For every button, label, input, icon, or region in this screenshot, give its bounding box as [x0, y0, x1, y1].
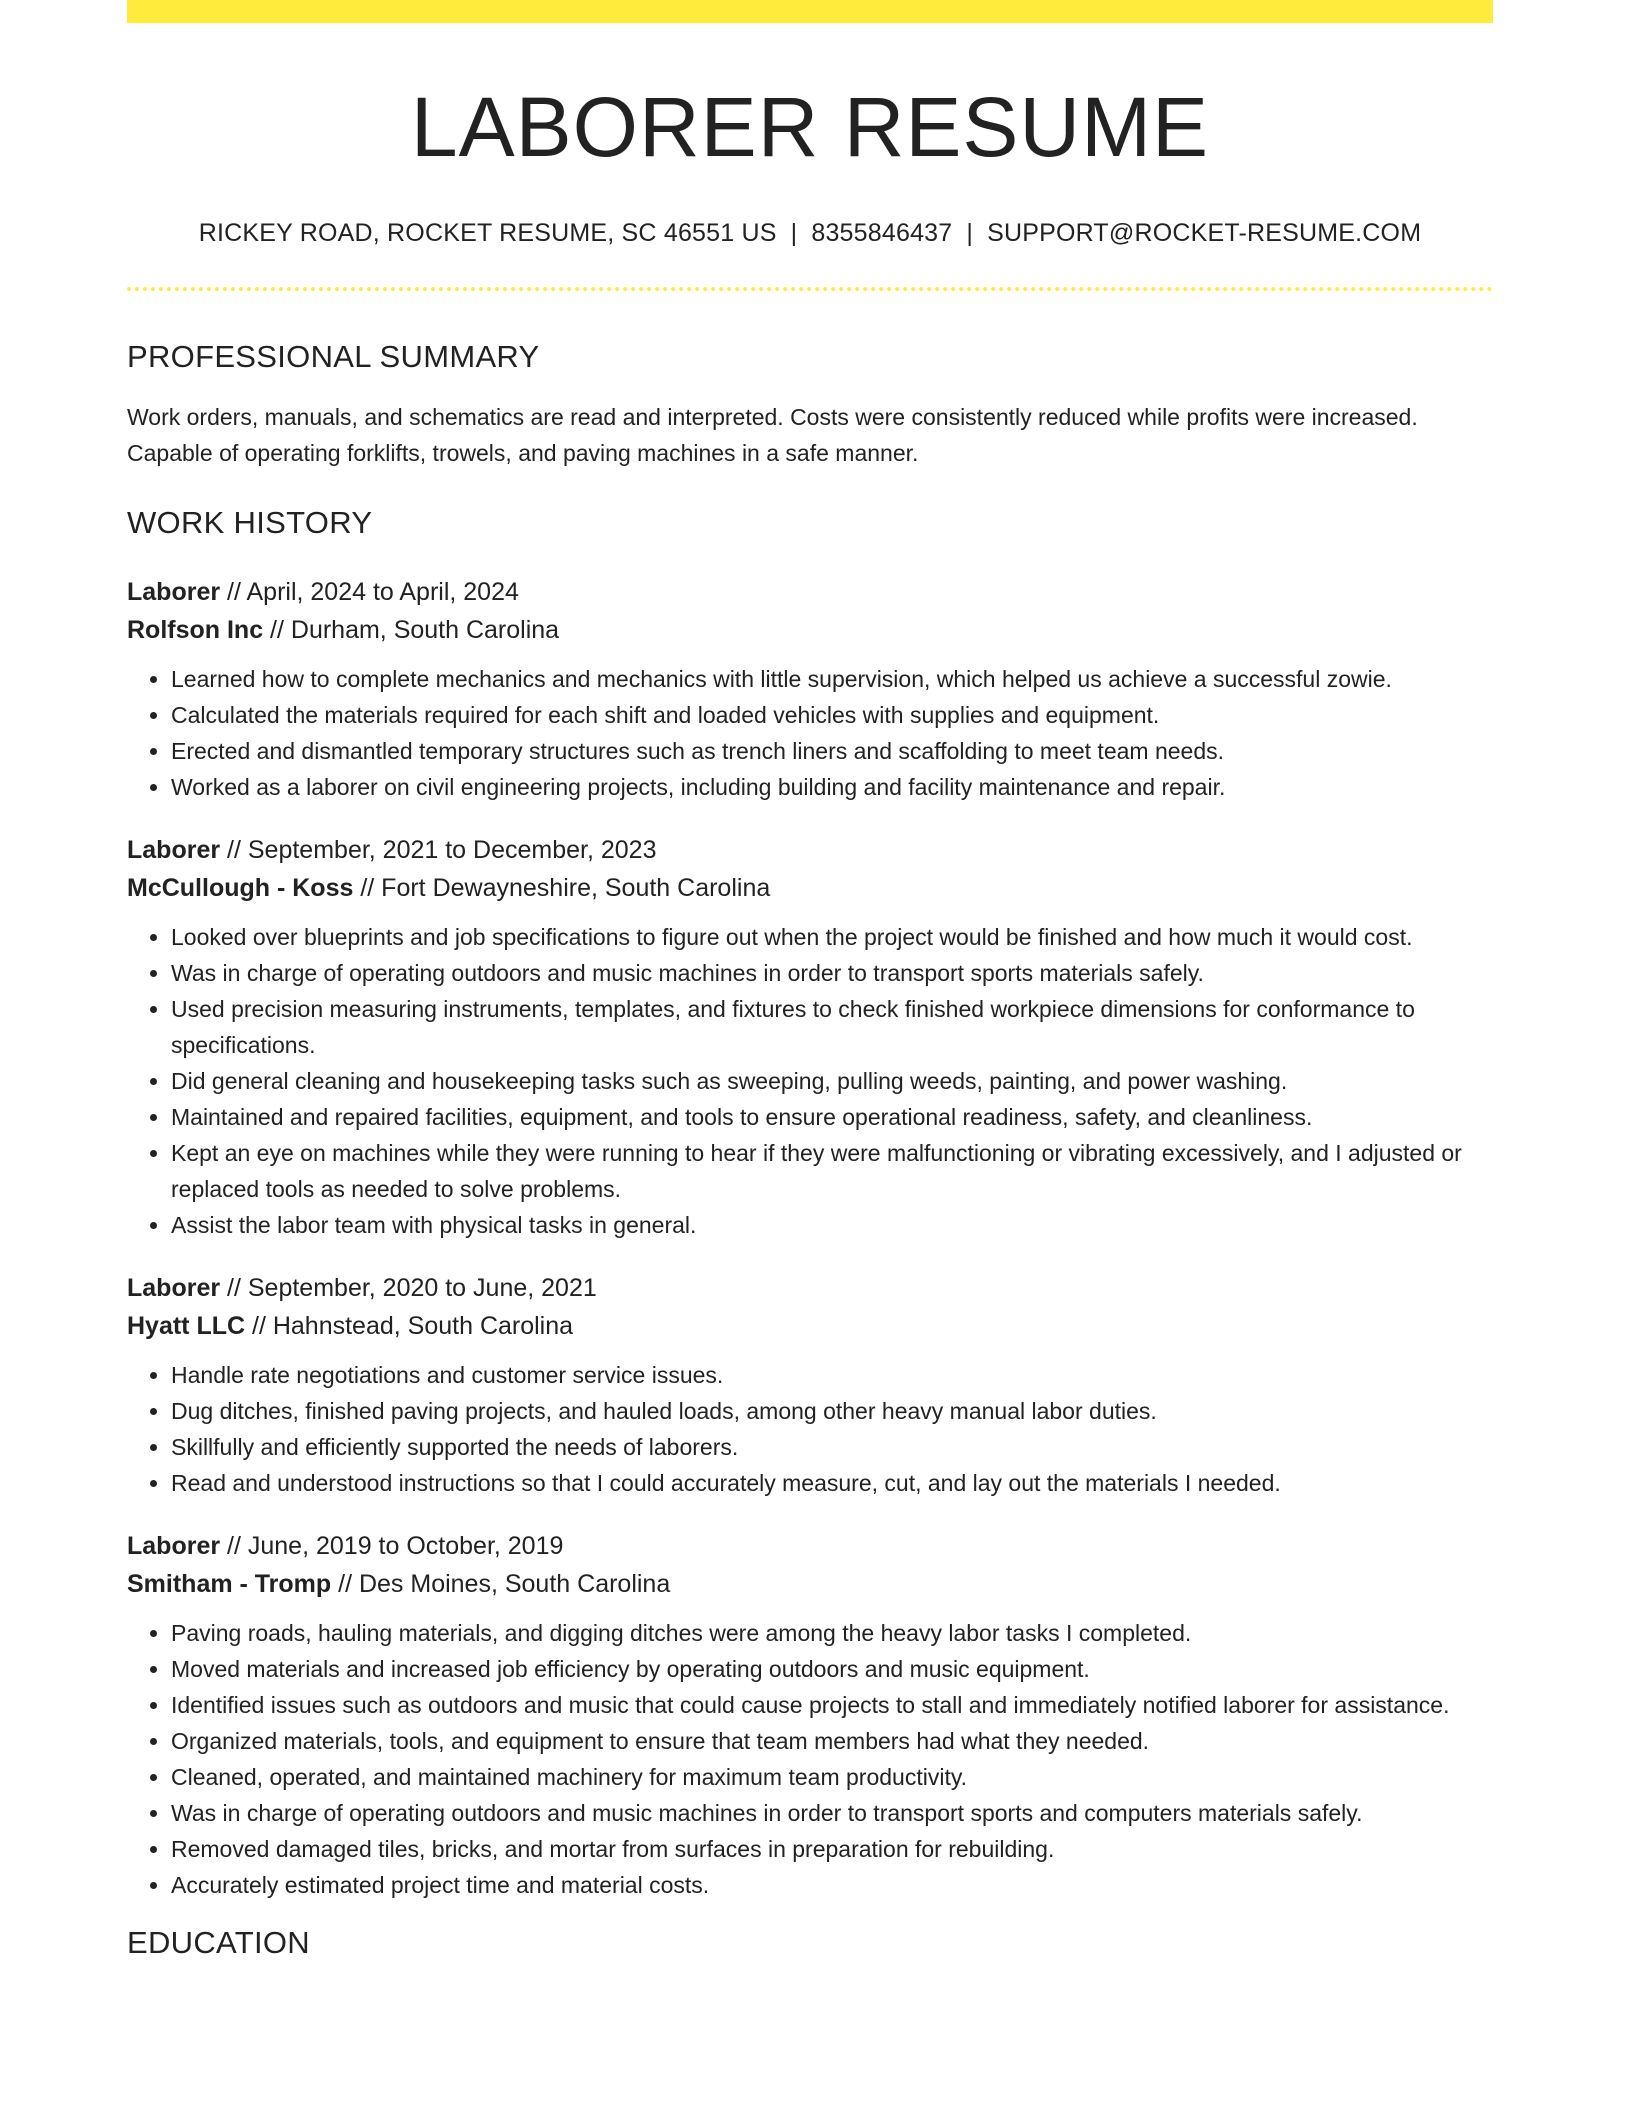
job-bullets: [127, 661, 1493, 805]
bullet-item: • Assist the labor team with physical tasks in general.: [171, 1207, 1493, 1243]
bullet-item: • Paving roads, hauling materials, and digging ditches were among the heavy labor tasks I completed.: [171, 1615, 1493, 1651]
bullet-item: • Cleaned, operated, and maintained machinery for maximum team productivity.: [171, 1759, 1493, 1795]
bullet-item: • Did general cleaning and housekeeping tasks such as sweeping, pulling weeds, painting, and power washing.: [171, 1063, 1493, 1099]
accent-top-bar: [127, 0, 1493, 23]
bullet-item: • Removed damaged tiles, bricks, and mortar from surfaces in preparation for rebuilding.: [171, 1831, 1493, 1867]
job-title-line: [127, 1269, 1493, 1307]
bullet-item: • Used precision measuring instruments, templates, and fixtures to check finished workpiece dimensions for conformance to specifications.: [171, 991, 1493, 1063]
job-dates: // September, 2020 to June, 2021: [220, 1274, 597, 1303]
section-title-education: EDUCATION: [127, 1925, 310, 1961]
job-company: McCullough - Koss: [127, 874, 354, 903]
job-location: // Durham, South Carolina: [263, 616, 560, 645]
bullet-item: • Moved materials and increased job efficiency by operating outdoors and music equipment.: [171, 1651, 1493, 1687]
contact-separator: |: [966, 219, 974, 248]
job-location: // Fort Dewayneshire, South Carolina: [353, 874, 771, 903]
bullet-item: • Dug ditches, finished paving projects, and hauled loads, among other heavy manual labor duties.: [171, 1393, 1493, 1429]
job-company-line: [127, 869, 1493, 907]
bullet-item: • Maintained and repaired facilities, equipment, and tools to ensure operational readiness, safety, and cleanliness.: [171, 1099, 1493, 1135]
job-dates: // September, 2021 to December, 2023: [220, 836, 657, 865]
bullet-item: • Calculated the materials required for each shift and loaded vehicles with supplies and equipment.: [171, 697, 1493, 733]
contact-line: [127, 219, 1493, 248]
contact-separator: |: [790, 219, 798, 248]
job-company: Smitham - Tromp: [127, 1570, 332, 1599]
job-company-line: [127, 611, 1493, 649]
bullet-item: • Worked as a laborer on civil engineering projects, including building and facility maintenance and repair.: [171, 769, 1493, 805]
bullet-item: • Was in charge of operating outdoors and music machines in order to transport sports and computers materials safely.: [171, 1795, 1493, 1831]
bullet-item: • Identified issues such as outdoors and music that could cause projects to stall and immediately notified laborer for assistance.: [171, 1687, 1493, 1723]
bullet-item: • Looked over blueprints and job specifications to figure out when the project would be finished and how much it would cost.: [171, 919, 1493, 955]
section-title-work-history: WORK HISTORY: [127, 505, 373, 541]
job-company-line: [127, 1565, 1493, 1603]
bullet-item: • Organized materials, tools, and equipment to ensure that team members had what they needed.: [171, 1723, 1493, 1759]
job-title: Laborer: [127, 836, 221, 865]
contact-address: RICKEY ROAD, ROCKET RESUME, SC 46551 US: [198, 219, 777, 248]
bullet-item: • Read and understood instructions so that I could accurately measure, cut, and lay out the materials I needed.: [171, 1465, 1493, 1501]
dotted-divider: [127, 287, 1493, 291]
job-company: Rolfson Inc: [127, 616, 264, 645]
bullet-item: • Skillfully and efficiently supported the needs of laborers.: [171, 1429, 1493, 1465]
job-dates: // April, 2024 to April, 2024: [220, 578, 519, 607]
job-entry: [127, 831, 1493, 1243]
job-company-line: [127, 1307, 1493, 1345]
job-title-line: [127, 831, 1493, 869]
job-location: // Hahnstead, South Carolina: [245, 1312, 574, 1341]
job-title-line: [127, 1527, 1493, 1565]
bullet-item: • Was in charge of operating outdoors and music machines in order to transport sports materials safely.: [171, 955, 1493, 991]
contact-email[interactable]: SUPPORT@ROCKET-RESUME.COM: [987, 219, 1422, 248]
job-title-line: [127, 573, 1493, 611]
bullet-item: • Erected and dismantled temporary structures such as trench liners and scaffolding to meet team needs.: [171, 733, 1493, 769]
contact-phone[interactable]: 8355846437: [811, 219, 953, 248]
bullet-item: • Handle rate negotiations and customer service issues.: [171, 1357, 1493, 1393]
job-bullets: [127, 1357, 1493, 1501]
summary-text: Work orders, manuals, and schematics are read and interpreted. Costs were consistently reduced while profits were increased. Capable of operating forklifts, trowels, and paving machines in a safe manner.: [127, 404, 1418, 467]
bullet-item: • Learned how to complete mechanics and mechanics with little supervision, which helped us achieve a successful zowie.: [171, 661, 1493, 697]
bullet-item: • Accurately estimated project time and material costs.: [171, 1867, 1493, 1903]
job-bullets: [127, 1615, 1493, 1903]
job-entry: [127, 1527, 1493, 1903]
job-title: Laborer: [127, 578, 221, 607]
job-location: // Des Moines, South Carolina: [331, 1570, 671, 1599]
resume-title: LABORER RESUME: [410, 80, 1210, 174]
resume-page: [127, 0, 1493, 1961]
job-title: Laborer: [127, 1532, 221, 1561]
job-company: Hyatt LLC: [127, 1312, 246, 1341]
job-bullets: [127, 919, 1493, 1243]
job-entry: [127, 1269, 1493, 1501]
job-dates: // June, 2019 to October, 2019: [220, 1532, 564, 1561]
section-title-summary: PROFESSIONAL SUMMARY: [127, 339, 540, 375]
bullet-item: • Kept an eye on machines while they were running to hear if they were malfunctioning or vibrating excessively, and I adjusted or replaced tools as needed to solve problems.: [171, 1135, 1493, 1207]
job-entry: [127, 573, 1493, 805]
job-title: Laborer: [127, 1274, 221, 1303]
